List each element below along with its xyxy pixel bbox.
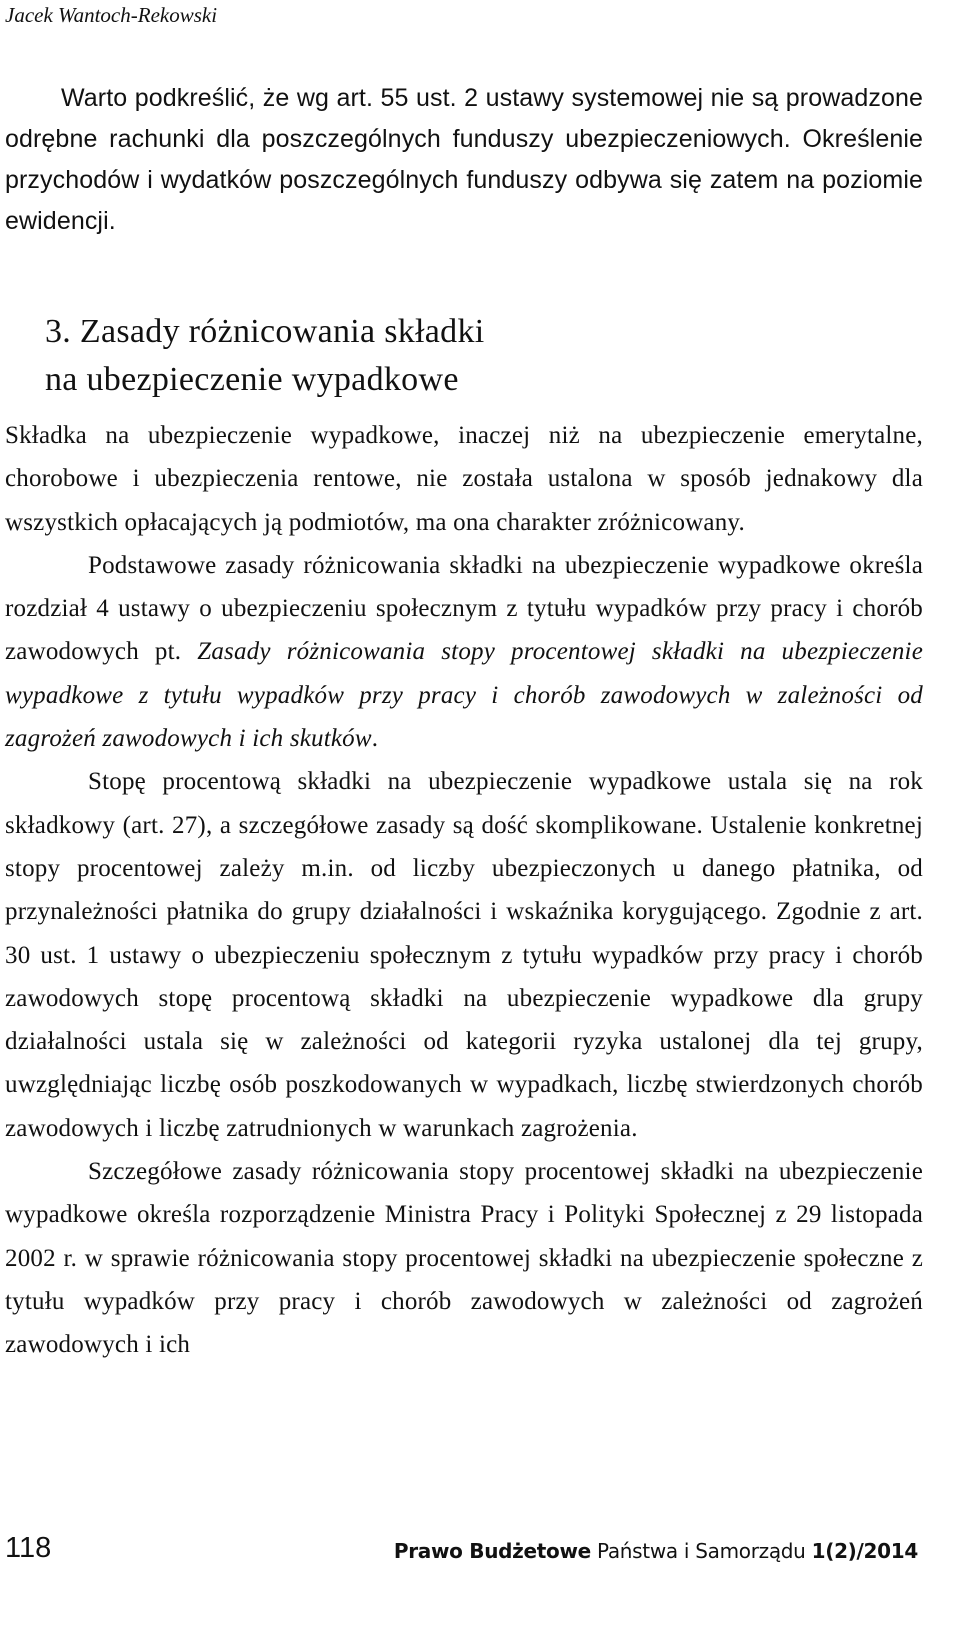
running-head-author: Jacek Wantoch-Rekowski	[5, 3, 218, 27]
paragraph-1: Składka na ubezpieczenie wypadkowe, inaczej niż na ubezpieczenie emerytalne, chorobowe i ubezpieczenia rentowe, nie została ustalona w sposób jednakowy dla wszystkich opłacających ją podmiotów, ma ona charakter zróżnicowany.	[5, 422, 923, 536]
paragraph-2-lead: Podstawowe zasady różnicowania składki na ubezpieczenie wypadkowe określa rozdział 4 ustawy o ubezpieczeniu społecznym z tytułu wypadków przy pracy i chorób zawodowych pt.	[5, 551, 923, 666]
section-heading-line-1: 3. Zasady różnicowania składki	[45, 313, 485, 350]
section-heading-line-2: na ubezpieczenie wypadkowe	[45, 361, 459, 398]
paragraph-4: Szczegółowe zasady różnicowania stopy procentowej składki na ubezpieczenie wypadkowe określa rozporządzenie Ministra Pracy i Polityki Społecznej z 29 listopada 2002 r. w sprawie różnicowania stopy procentowej składki na ubezpieczenie społeczne z tytułu wypadków przy pracy i chorób zawodowych w zależności od zagrożeń zawodowych i ich	[5, 1158, 923, 1359]
paragraph-2	[5, 544, 923, 760]
journal-issue: 1(2)/2014	[811, 1539, 918, 1563]
journal-subtitle: Państwa i Samorządu	[596, 1539, 806, 1563]
paragraph-3: Stopę procentową składki na ubezpieczenie wypadkowe ustala się na rok składkowy (art. 27), a szczegółowe zasady są dość skomplikowane. Ustalenie konkretnej stopy procentowej zależy m.in. od liczby ubezpieczonych u danego płatnika, od przynależności płatnika do grupy działalności i wskaźnika korygującego. Zgodnie z art. 30 ust. 1 ustawy o ubezpieczeniu społecznym z tytułu wypadków przy pracy i chorób zawodowych stopę procentową składki na ubezpieczenie wypadkowe dla grupy działalności ustala się w zależności od kategorii ryzyka ustalonej dla tej grupy, uwzględniając liczbę osób poszkodowanych w wypadkach, liczbę stwierdzonych chorób zawodowych i liczbę zatrudnionych w warunkach zagrożenia.	[5, 768, 923, 1142]
act-title-italic: Zasady różnicowania stopy procentowej składki na ubezpieczenie wypadkowe z tytułu wypadków przy pracy i chorób zawodowych w zależności od zagrożeń zawodowych i ich skutków	[5, 638, 923, 753]
journal-footer	[394, 1535, 918, 1567]
journal-name: Prawo Budżetowe	[393, 1539, 591, 1563]
page-number: 118	[5, 1532, 52, 1564]
section-heading	[45, 308, 485, 404]
intro-paragraph: Warto podkreślić, że wg art. 55 ust. 2 ustawy systemowej nie są prowadzone odrębne rachunki dla poszczególnych funduszy ubezpieczeniowych. Określenie przychodów i wydatków poszczególnych funduszy odbywa się zatem na poziomie ewidencji.	[5, 84, 923, 235]
section-body	[5, 414, 923, 1367]
paragraph-2-end: .	[371, 725, 379, 753]
